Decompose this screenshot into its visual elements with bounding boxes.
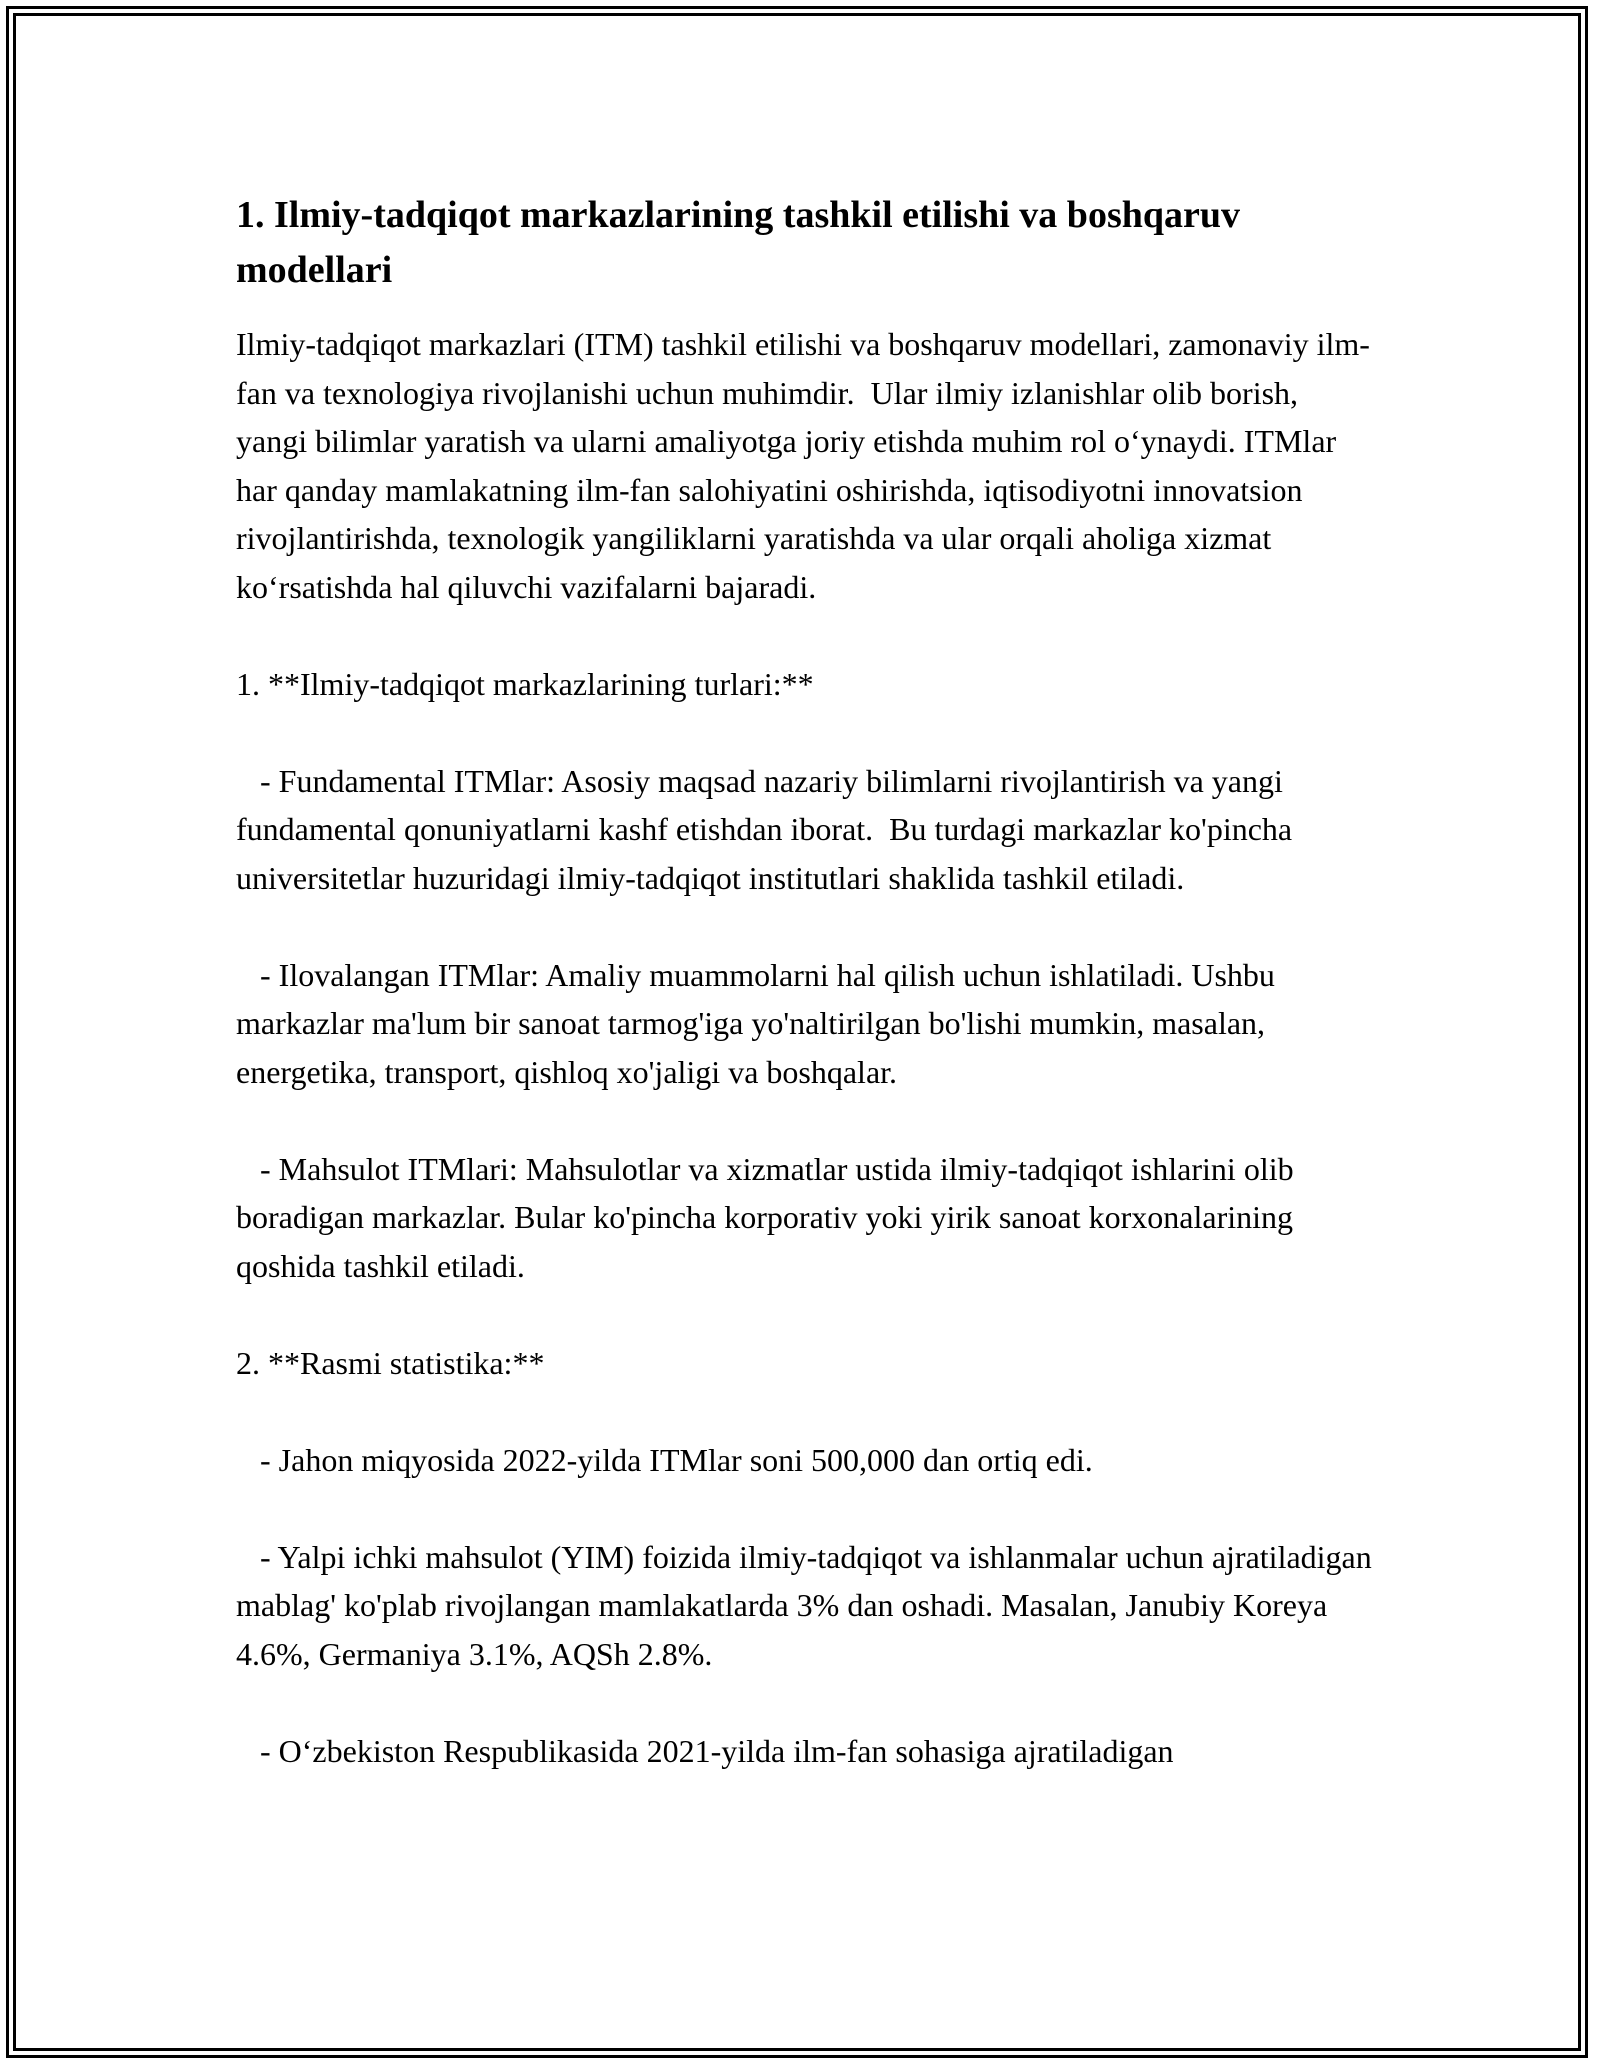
list-item-applied: - Ilovalangan ITMlar: Amaliy muammolarni hal qilish uchun ishlatiladi. Ushbu markazlar ma'lum bir sanoat tarmog'iga yo'naltirilgan bo'lishi mumkin, masalan, energetika, transport, qishloq xo'jaligi va boshqalar. <box>236 956 1283 1090</box>
list-item-gdp-share: - Yalpi ichki mahsulot (YIM) foizida ilmiy-tadqiqot va ishlanmalar uchun ajratiladigan mablag' ko'plab rivojlangan mamlakatlarda 3% dan oshadi. Masalan, Janubiy Koreya 4.6%, Germaniya 3.1%, AQSh 2.8%. <box>236 1538 1380 1672</box>
list-item-fundamental: - Fundamental ITMlar: Asosiy maqsad nazariy bilimlarni rivojlantirish va yangi fundamental qonuniyatlarni kashf etishdan iborat. Bu turdagi markazlar ko'pincha universitetlar huzuridagi ilmiy-tadqiqot institutlari shaklida tashkil etiladi. <box>236 762 1301 896</box>
list-item-product: - Mahsulot ITMlari: Mahsulotlar va xizmatlar ustida ilmiy-tadqiqot ishlarini olib boradigan markazlar. Bular ko'pincha korporativ yoki yirik sanoat korxonalarining qoshida tashkil etiladi. <box>236 1150 1302 1284</box>
document-body <box>236 188 1380 1824</box>
list-item-uzbekistan: - O‘zbekiston Respublikasida 2021-yilda ilm-fan sohasiga ajratiladigan <box>236 1732 1174 1769</box>
list-item-world-count: - Jahon miqyosida 2022-yilda ITMlar soni 500,000 dan ortiq edi. <box>236 1441 1093 1478</box>
intro-paragraph: Ilmiy-tadqiqot markazlari (ITM) tashkil etilishi va boshqaruv modellari, zamonaviy ilm-fan va texnologiya rivojlanishi uchun muhimdir. Ular ilmiy izlanishlar olib borish, yangi bilimlar yaratish va ularni amaliyotga joriy etishda muhim rol o‘ynaydi. ITMlar har qanday mamlakatning ilm-fan salohiyatini oshirishda, iqtisodiyotni innovatsion rivojlantirishda, texnologik yangiliklarni yaratishda va ular orqali aholiga xizmat ko‘rsatishda hal qiluvchi vazifalarni bajaradi. <box>236 326 1370 605</box>
document-title: 1. Ilmiy-tadqiqot markazlarining tashkil etilishi va boshqaruv modellari <box>236 194 1240 291</box>
section-heading-types: 1. **Ilmiy-tadqiqot markazlarining turlari:** <box>236 665 814 702</box>
section-heading-statistics: 2. **Rasmi statistika:** <box>236 1344 545 1381</box>
